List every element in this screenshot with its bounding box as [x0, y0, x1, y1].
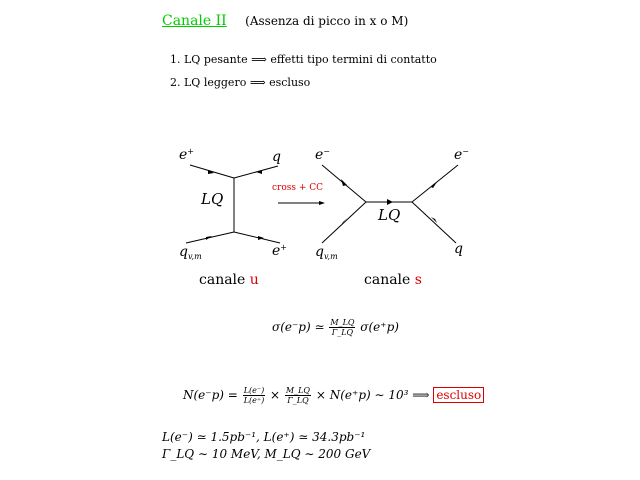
fermion-line — [186, 232, 234, 243]
arrow-icon — [431, 182, 437, 188]
list-item-text: LQ pesante — [184, 53, 248, 66]
fermion-line — [412, 202, 456, 243]
list-item-text: effetti tipo termini di contatto — [270, 53, 437, 66]
particle-label: e− — [454, 147, 469, 163]
arrow-icon — [387, 199, 393, 205]
mass-width-note: Γ_LQ ∼ 10 MeV, M_LQ ∼ 200 GeV — [162, 447, 371, 461]
list-item-text: LQ leggero — [184, 76, 247, 89]
implies-arrow: ⟹ — [412, 388, 430, 402]
particle-label: $q_{v,m}$ — [179, 244, 202, 261]
arrow-icon — [341, 179, 347, 186]
particle-label: q — [454, 241, 463, 257]
slide-subtitle: (Assenza di picco in x o M) — [245, 14, 409, 28]
slide-title: Canale II — [162, 13, 227, 29]
s-channel-diagram — [322, 165, 458, 243]
arrow-icon — [206, 236, 212, 240]
event-count-formula: N(e⁻p) = $\frac{L(e^-)}{L(e^+)}$ × $\frac{M\_LQ}{\Gamma\_LQ}$ × N(e⁺p) ∼ 10³ ⟹ escluso — [183, 386, 484, 405]
diagram-caption: canale u — [199, 272, 259, 288]
crossing-label: cross + CC — [272, 183, 324, 193]
particle-label: e− — [315, 147, 330, 163]
propagator-label: LQ — [378, 206, 401, 224]
list-item-number: 1. — [170, 53, 181, 66]
list-item-number: 2. — [170, 76, 181, 89]
list-item-text: escluso — [269, 76, 311, 89]
fermion-line — [412, 165, 458, 202]
arrow-icon — [341, 218, 347, 225]
arrow-icon — [256, 170, 262, 174]
particle-label: $q_{v,m}$ — [315, 244, 338, 261]
cross-section-formula: σ(e⁻p) ≃ $\frac{M\_LQ}{\Gamma\_LQ}$ σ(e⁺p) — [272, 318, 399, 337]
implies-arrow: ⟹ — [251, 53, 267, 66]
particle-label: e+ — [179, 147, 194, 163]
implies-arrow: ⟹ — [249, 76, 266, 89]
diagram-caption: canale s — [364, 272, 422, 288]
fermion-line — [322, 202, 366, 243]
luminosity-note: L(e⁻) ≃ 1.5pb⁻¹, L(e⁺) ≃ 34.3pb⁻¹ — [162, 430, 366, 444]
particle-label: e+ — [272, 243, 287, 259]
propagator-label: LQ — [201, 190, 224, 208]
fermion-line — [190, 165, 234, 178]
particle-label: q — [272, 149, 281, 165]
result-box: escluso — [433, 387, 484, 403]
fermion-line — [234, 232, 280, 243]
